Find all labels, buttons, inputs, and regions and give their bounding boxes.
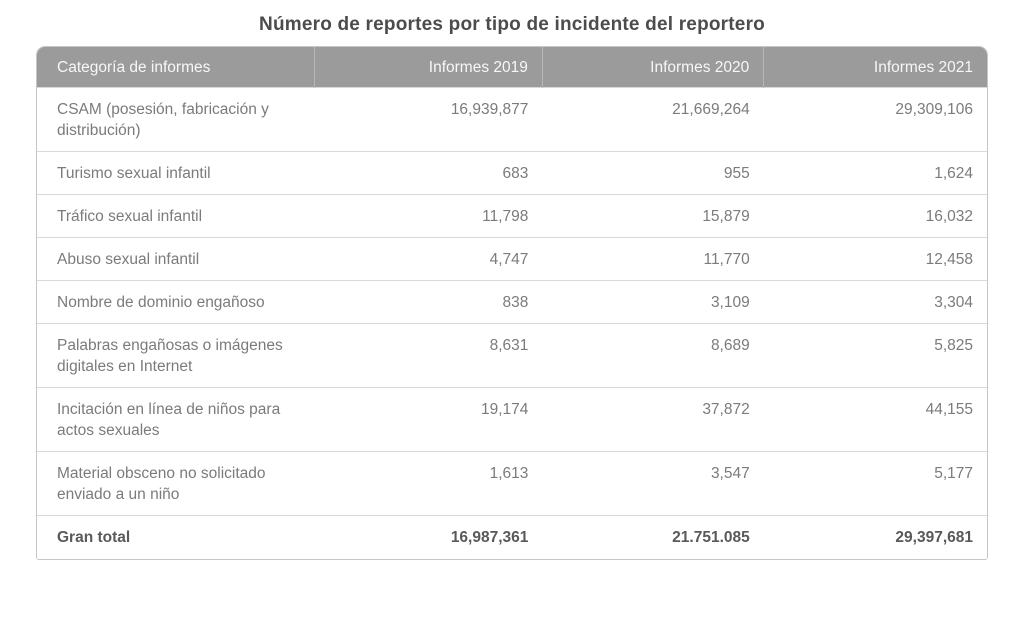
value-cell-2020: 21,669,264 [542,88,763,152]
table-body [37,88,987,560]
value-cell-2021: 12,458 [764,238,987,281]
value-cell-2020: 955 [542,152,763,195]
total-value-2020: 21.751.085 [542,516,763,560]
value-cell-2020: 37,872 [542,388,763,452]
category-cell: CSAM (posesión, fabricación y distribución) [37,88,314,152]
table-row-turismo-sexual [37,152,987,195]
category-cell: Tráfico sexual infantil [37,195,314,238]
table-row-material-obsceno [37,452,987,516]
value-cell-2020: 8,689 [542,324,763,388]
value-cell-2021: 1,624 [764,152,987,195]
value-cell-2021: 5,177 [764,452,987,516]
category-cell: Turismo sexual infantil [37,152,314,195]
value-cell-2019: 683 [314,152,542,195]
value-cell-2019: 16,939,877 [314,88,542,152]
value-cell-2020: 11,770 [542,238,763,281]
value-cell-2020: 15,879 [542,195,763,238]
value-cell-2019: 11,798 [314,195,542,238]
column-header-category: Categoría de informes [37,47,314,88]
value-cell-2021: 29,309,106 [764,88,987,152]
table-row-abuso-sexual [37,238,987,281]
total-label-cell: Gran total [37,516,314,560]
column-header-2019: Informes 2019 [314,47,542,88]
value-cell-2019: 19,174 [314,388,542,452]
table-row-dominio-enganoso [37,281,987,324]
value-cell-2021: 3,304 [764,281,987,324]
table-row-gran-total [37,516,987,560]
value-cell-2019: 8,631 [314,324,542,388]
table-row-incitacion-en-linea [37,388,987,452]
category-cell: Nombre de dominio engañoso [37,281,314,324]
category-cell: Material obsceno no solicitado enviado a un niño [37,452,314,516]
total-value-2019: 16,987,361 [314,516,542,560]
value-cell-2021: 16,032 [764,195,987,238]
value-cell-2019: 1,613 [314,452,542,516]
table-row-csam [37,88,987,152]
value-cell-2020: 3,109 [542,281,763,324]
category-cell: Palabras engañosas o imágenes digitales en Internet [37,324,314,388]
table-header [37,47,987,88]
value-cell-2021: 44,155 [764,388,987,452]
reports-table [37,47,987,559]
value-cell-2019: 4,747 [314,238,542,281]
category-cell: Incitación en línea de niños para actos sexuales [37,388,314,452]
total-value-2021: 29,397,681 [764,516,987,560]
column-header-2020: Informes 2020 [542,47,763,88]
table-row-trafico-sexual [37,195,987,238]
value-cell-2019: 838 [314,281,542,324]
page-title: Número de reportes por tipo de incidente del reportero [259,14,765,35]
column-header-2021: Informes 2021 [764,47,987,88]
table-row-palabras-enganosas [37,324,987,388]
value-cell-2020: 3,547 [542,452,763,516]
value-cell-2021: 5,825 [764,324,987,388]
reports-table-container [36,46,988,560]
header-row [37,47,987,88]
category-cell: Abuso sexual infantil [37,238,314,281]
